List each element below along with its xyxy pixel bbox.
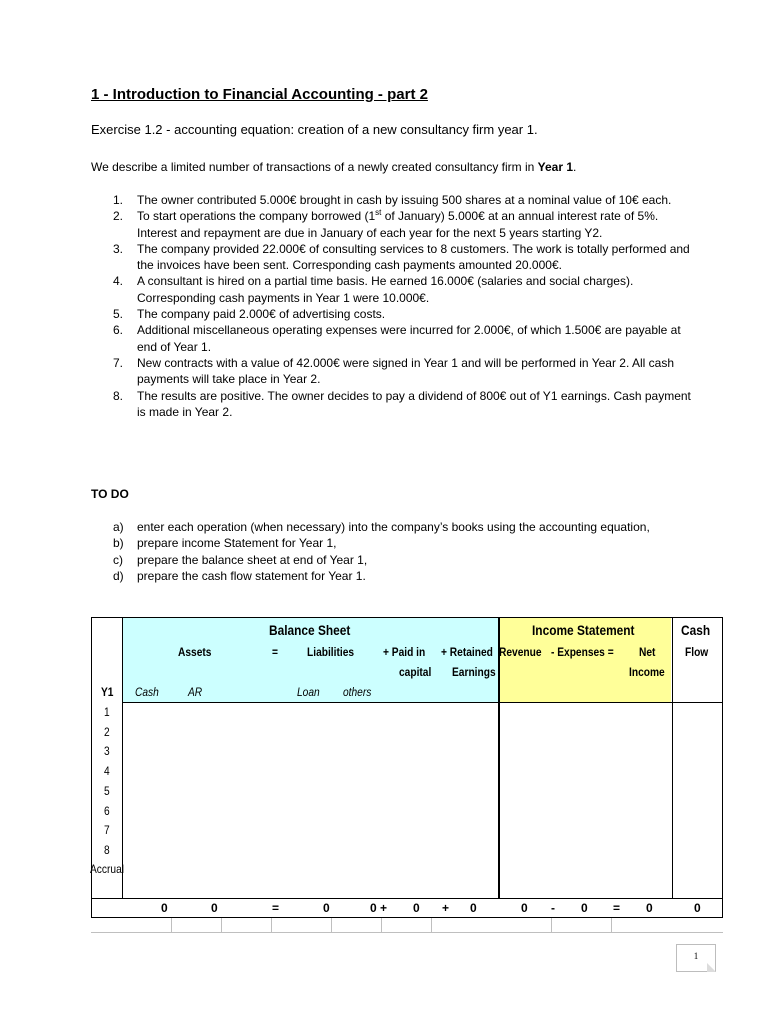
- list-item: [91, 388, 691, 421]
- gridline: [171, 918, 172, 933]
- net-header: Net: [639, 645, 656, 659]
- item-number: 4.: [113, 274, 124, 289]
- total-loan: 0: [323, 901, 330, 915]
- item-text: enter each operation (when necessary) into the company’s books using the accounting equation,: [137, 520, 650, 534]
- total-cash: 0: [161, 901, 168, 915]
- item-sup: st: [375, 208, 382, 218]
- gridline: [381, 918, 382, 933]
- item-text: of January) 5.000€ at an annual interest rate of 5%. Interest and repayment are due in January of each year for the next 5 years starting Y2.: [137, 209, 659, 240]
- revenue-header: Revenue: [499, 645, 542, 659]
- list-item: [91, 535, 691, 551]
- column-divider: [122, 617, 123, 899]
- total-net-income: 0: [646, 901, 653, 915]
- others-column-label: others: [343, 685, 372, 699]
- cash-flow-title: Cash: [681, 622, 711, 638]
- total-paid-in: 0: [413, 901, 420, 915]
- list-item: [91, 306, 691, 322]
- total-others: 0 +: [370, 901, 388, 915]
- item-number: 1.: [113, 193, 124, 207]
- retained-header: + Retained: [441, 645, 493, 659]
- accounting-equation-table: [91, 617, 723, 933]
- total-row-top: [91, 898, 723, 899]
- exercise-subtitle: Exercise 1.2 - accounting equation: creation of a new consultancy firm year 1.: [91, 122, 538, 137]
- equals-sign: =: [272, 645, 278, 659]
- list-item: [91, 208, 691, 241]
- item-text: To start operations the company borrowed (1: [137, 209, 376, 224]
- list-item: [91, 355, 691, 388]
- item-letter: d): [113, 568, 124, 583]
- header-divider: [122, 702, 722, 703]
- list-item: [91, 568, 691, 584]
- row-label: 3: [104, 744, 110, 758]
- gridline: [551, 918, 552, 933]
- total-ar: 0: [211, 901, 218, 915]
- item-text: prepare the cash flow statement for Year 1.: [137, 568, 366, 583]
- table-border-top: [91, 617, 723, 618]
- gridline: [611, 918, 612, 933]
- item-text: prepare income Statement for Year 1,: [137, 536, 337, 551]
- ar-column-label: AR: [188, 685, 203, 699]
- balance-sheet-title: Balance Sheet: [269, 622, 351, 638]
- list-item: [91, 322, 691, 355]
- intro-year: Year 1: [537, 160, 574, 174]
- item-number: 5.: [113, 307, 124, 322]
- earnings-header: Earnings: [452, 665, 496, 679]
- item-text: Additional miscellaneous operating expenses were incurred for 2.000€, of which 1.500€ are payable at end of Year 1.: [137, 323, 681, 354]
- gridline: [431, 918, 432, 933]
- gridline: [271, 918, 272, 933]
- row-label: 8: [104, 843, 110, 857]
- total-row-bottom: [91, 917, 723, 918]
- item-text: New contracts with a value of 42.000€ were signed in Year 1 and will be performed in Year 2. All cash payments will take place in Year 2.: [137, 355, 674, 387]
- item-letter: c): [113, 552, 123, 567]
- item-number: 3.: [113, 241, 124, 256]
- total-cash-flow: 0: [694, 901, 701, 915]
- total-equals: =: [272, 901, 280, 915]
- cash-flow-title-2: Flow: [685, 645, 709, 659]
- total-equals-2: =: [613, 901, 621, 915]
- total-retained: 0: [470, 901, 477, 915]
- transactions-list: [91, 192, 691, 420]
- item-number: 6.: [113, 323, 124, 338]
- item-letter: a): [113, 520, 124, 534]
- item-text: A consultant is hired on a partial time basis. He earned 16.000€ (salaries and social charges). Corresponding cash payments in Year 1 were 10.000€.: [137, 274, 634, 305]
- row-label: 2: [104, 725, 110, 739]
- expenses-header: - Expenses =: [551, 645, 614, 659]
- table-border-right: [722, 617, 723, 918]
- row-label: 6: [104, 804, 110, 818]
- row-label: 4: [104, 764, 110, 778]
- page-title: 1 - Introduction to Financial Accounting - part 2: [91, 86, 428, 103]
- capital-header: capital: [399, 665, 432, 679]
- gridline: [91, 932, 723, 933]
- page-number-badge: [676, 944, 716, 972]
- total-expenses: 0: [581, 901, 588, 915]
- paid-in-header: + Paid in: [383, 645, 426, 659]
- row-label: 1: [104, 705, 110, 719]
- list-item: [91, 192, 691, 208]
- income-header: Income: [629, 665, 665, 679]
- list-item: [91, 273, 691, 306]
- income-statement-title: Income Statement: [532, 622, 635, 638]
- item-text: The company provided 22.000€ of consulting services to 8 customers. The work is totally performed and the invoices have been sent. Corresponding cash payments amounted 20.000€.: [137, 241, 690, 273]
- list-item: [91, 519, 691, 535]
- row-label: 7: [104, 823, 110, 837]
- total-revenue: 0: [521, 901, 528, 915]
- intro-text: We describe a limited number of transactions of a newly created consultancy firm in: [91, 160, 538, 174]
- year-label: Y1: [101, 685, 114, 699]
- todo-heading: TO DO: [91, 487, 129, 501]
- column-divider: [672, 617, 673, 899]
- gridline: [331, 918, 332, 933]
- total-plus: +: [442, 901, 450, 915]
- item-text: The results are positive. The owner decides to pay a dividend of 800€ out of Y1 earnings. Cash payment is made in Year 2.: [137, 388, 691, 419]
- cash-column-label: Cash: [135, 685, 159, 699]
- item-text: The company paid 2.000€ of advertising costs.: [137, 307, 386, 322]
- tasks-list: [91, 519, 691, 584]
- item-letter: b): [113, 536, 124, 551]
- row-label-accrual: Accrual: [90, 862, 125, 876]
- page-curl-icon: [707, 963, 716, 972]
- list-item: [91, 241, 691, 274]
- liabilities-header: Liabilities: [307, 645, 355, 659]
- item-number: 7.: [113, 355, 124, 370]
- item-text: The owner contributed 5.000€ brought in cash by issuing 500 shares at a nominal value of 10€ each.: [137, 193, 672, 207]
- assets-header: Assets: [178, 645, 212, 659]
- intro-end: .: [573, 160, 577, 174]
- gridline: [221, 918, 222, 933]
- intro-paragraph: [91, 160, 576, 174]
- loan-column-label: Loan: [297, 685, 320, 699]
- item-number: 8.: [113, 388, 124, 403]
- row-label: 5: [104, 784, 110, 798]
- item-text: prepare the balance sheet at end of Year 1,: [137, 552, 368, 567]
- item-number: 2.: [113, 209, 124, 224]
- total-minus: -: [551, 901, 555, 915]
- page-number: 1: [693, 951, 699, 961]
- column-divider: [498, 617, 500, 899]
- list-item: [91, 552, 691, 568]
